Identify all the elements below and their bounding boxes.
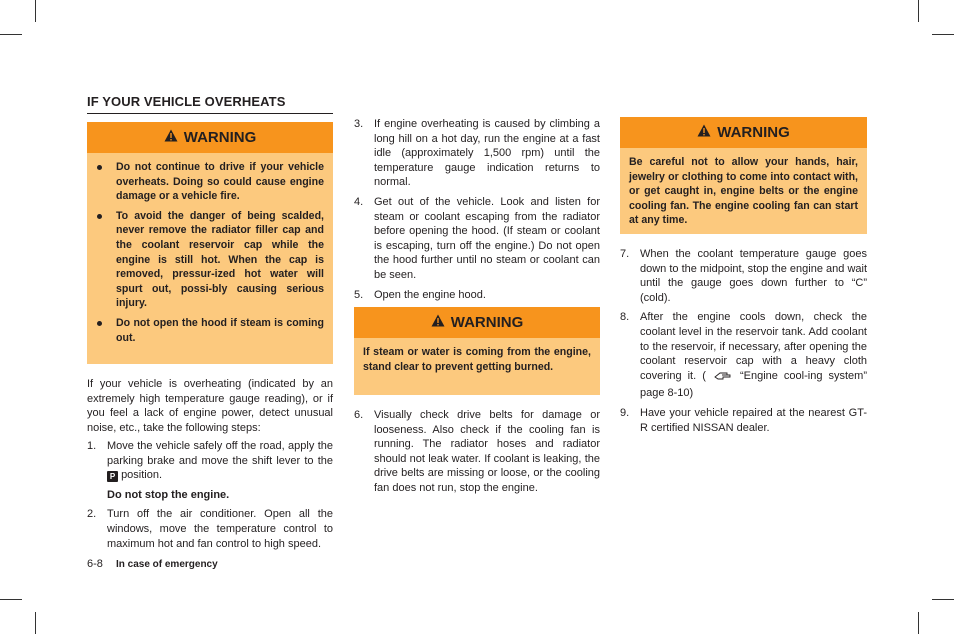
crop-mark [0, 34, 22, 35]
step-text: After the engine cools down, check the coolant level in the reservoir tank. Add coolant to the reservoir, if necessary, after opening the coolant reservoir cap with a heavy cloth covering it. ( [640, 311, 867, 382]
step-number: 7. [620, 248, 630, 260]
step-text: Get out of the vehicle. Look and listen for steam or coolant escaping from the radiator before opening the hood. (If steam or coolant is escaping, turn off the engine.) Do not open the hood further until no steam or coolant can be seen. [374, 195, 600, 281]
step-item [354, 117, 600, 190]
warning-item: To avoid the danger of being scalded, never remove the radiator filler cap and the coolant reservoir cap while the engine is still hot. When the cap is removed, pressur-ized hot water will spurt out, possi-bly causing serious injury. [96, 209, 324, 311]
step-text: If engine overheating is caused by climbing a long hill on a hot day, run the engine at a fast idle (approximately 1,500 rpm) until the temperature gauge indication returns to normal. [374, 118, 600, 189]
warning-triangle-icon [697, 124, 711, 141]
step-item [87, 507, 333, 551]
step-text: “Engine cool-ing system” page 8-10) [640, 369, 867, 400]
warning-header [354, 307, 600, 338]
step-item [354, 288, 600, 303]
step-note: Do not stop the engine. [107, 488, 230, 501]
step-item [620, 247, 867, 305]
step-text: Have your vehicle repaired at the nearest GT-R certified NISSAN dealer. [640, 406, 867, 434]
footer-section: In case of emergency [115, 559, 218, 570]
crop-mark [918, 612, 919, 634]
step-text: Turn off the air conditioner. Open all the windows, move the temperature control to maximum hot and fan control to high speed. [107, 508, 333, 550]
warning-list [96, 160, 324, 345]
step-text: Visually check drive belts for damage or looseness. Also check if the cooling fan is running. The radiator hoses and radiator should not leak water. If coolant is leaking, the drive belts are missing or loose, or the cooling fan does not run, stop the engine. [374, 409, 600, 494]
step-text: position. [121, 469, 163, 482]
warning-heading: WARNING [717, 124, 790, 141]
warning-triangle-icon [431, 314, 445, 331]
warning-item: Do not open the hood if steam is coming out. [96, 316, 324, 345]
crop-mark [35, 0, 36, 22]
step-item [620, 310, 867, 401]
step-number: 9. [620, 406, 630, 419]
step-number: 6. [354, 409, 364, 421]
park-position-icon: P [107, 471, 118, 482]
crop-mark [918, 0, 919, 22]
section-title: IF YOUR VEHICLE OVERHEATS [87, 94, 333, 114]
warning-text: If steam or water is coming from the engine, stand clear to prevent getting burned. [363, 346, 591, 373]
intro-paragraph: If your vehicle is overheating (indicated by an extremely high temperature gauge reading), or if you feel a lack of engine power, detect unusual noise, etc., take the following steps: [87, 378, 333, 434]
warning-header [620, 117, 867, 148]
warning-box [620, 117, 867, 234]
steps-list [87, 439, 333, 551]
steps-list [620, 247, 867, 435]
crop-mark [932, 599, 954, 600]
steps-list [354, 117, 600, 302]
step-number: 2. [87, 508, 97, 521]
step-number: 3. [354, 118, 364, 130]
step-text: When the coolant temperature gauge goes down to the midpoint, stop the engine and wait until the gauge goes down further to “C” (cold). [640, 248, 867, 304]
warning-header [87, 122, 333, 153]
step-number: 5. [354, 288, 364, 301]
page-footer [87, 558, 218, 570]
step-item [87, 439, 333, 502]
step-number: 1. [87, 440, 97, 452]
warning-box [87, 122, 333, 364]
step-text: Open the engine hood. [374, 288, 486, 301]
warning-triangle-icon [164, 129, 178, 146]
warning-box [354, 307, 600, 395]
step-item [354, 195, 600, 283]
warning-item: Do not continue to drive if your vehicle overheats. Doing so could cause engine damage or a vehicle fire. [96, 160, 324, 204]
step-item [620, 406, 867, 435]
step-item [354, 408, 600, 496]
warning-heading: WARNING [183, 129, 257, 146]
crop-mark [0, 599, 22, 600]
steps-list [354, 408, 600, 496]
reference-pointer-icon [714, 370, 732, 387]
step-text: Move the vehicle safely off the road, apply the parking brake and move the shift lever to the [107, 440, 333, 467]
warning-text: Be careful not to allow your hands, hair, jewelry or clothing to come into contact with, or get caught in, engine belts or the engine cooling fan. The engine cooling fan can start at any time. [629, 156, 858, 227]
step-number: 4. [354, 195, 364, 208]
crop-mark [932, 34, 954, 35]
warning-heading: WARNING [450, 314, 524, 331]
page-number: 6-8 [87, 558, 103, 570]
step-number: 8. [620, 311, 630, 324]
crop-mark [35, 612, 36, 634]
